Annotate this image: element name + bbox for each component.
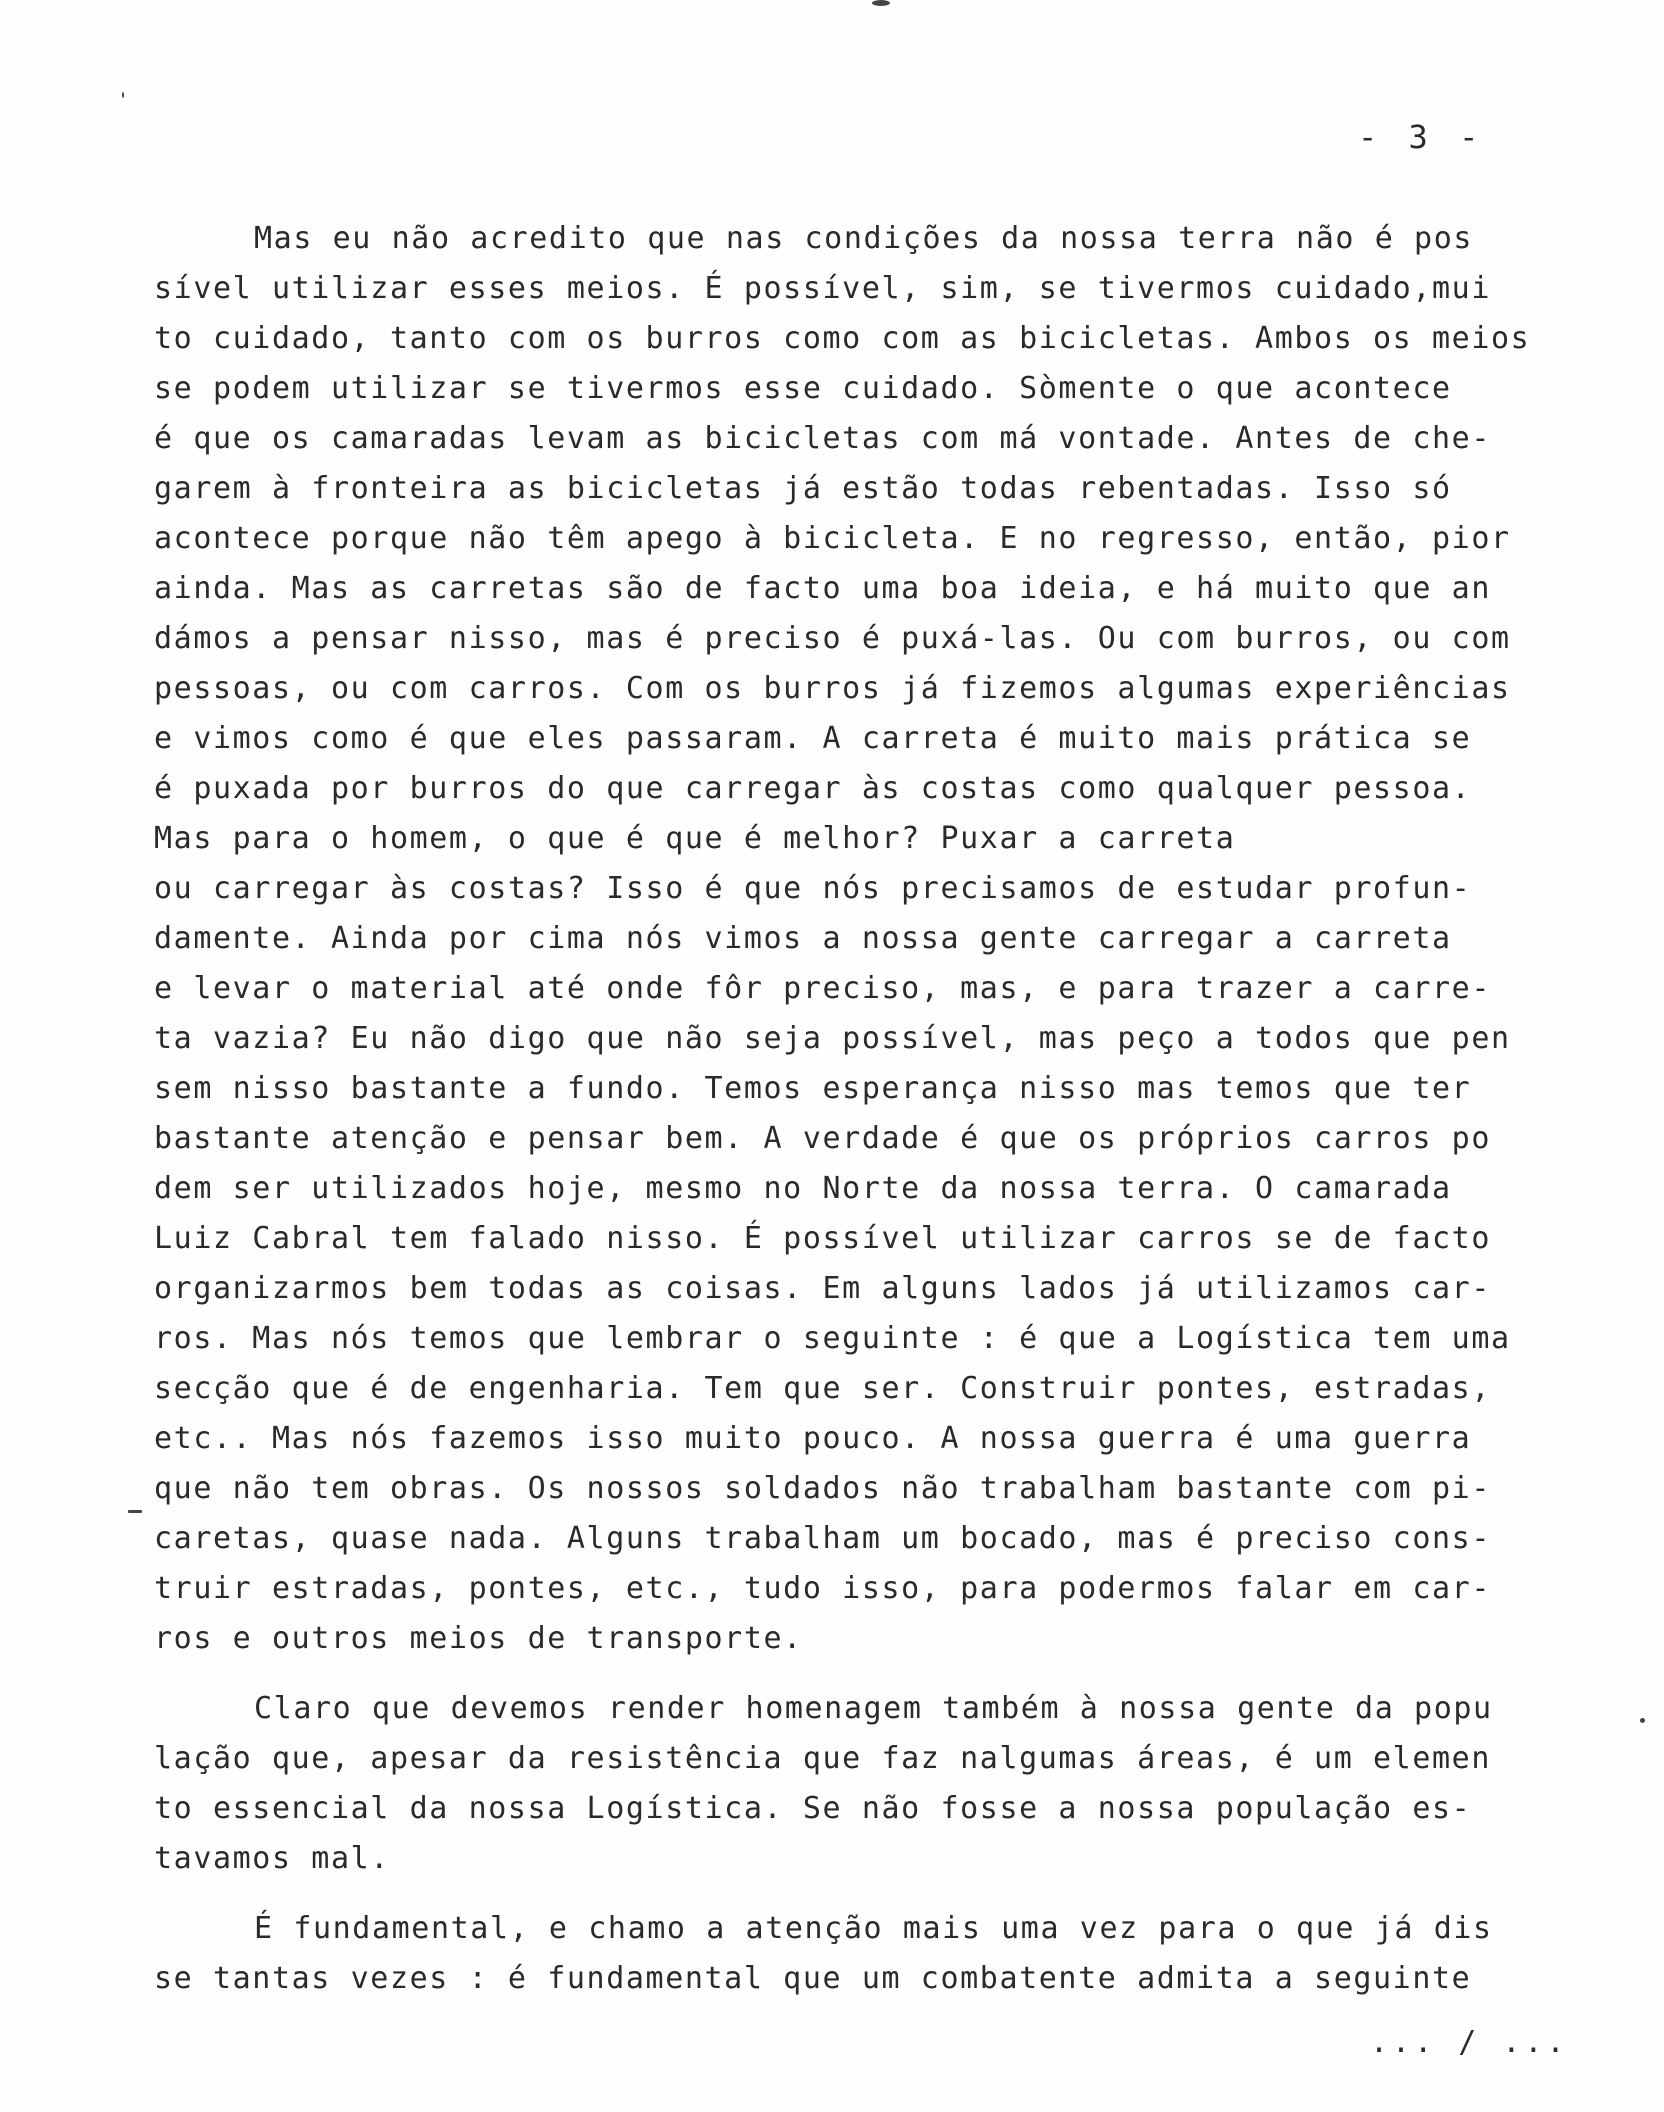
paragraph-2	[154, 1684, 1574, 1884]
text-line: sem nisso bastante a fundo. Temos esperança nisso mas temos que ter	[154, 1071, 1472, 1106]
page-number: - 3 -	[1358, 118, 1485, 156]
text-line: sível utilizar esses meios. É possível, sim, se tivermos cuidado,mui	[154, 271, 1491, 306]
text-line: É fundamental, e chamo a atenção mais uma vez para o que já dis	[254, 1911, 1493, 1946]
text-line: garem à fronteira as bicicletas já estão todas rebentadas. Isso só	[154, 471, 1452, 506]
text-line: etc.. Mas nós fazemos isso muito pouco. A nossa guerra é uma guerra	[154, 1421, 1472, 1456]
text-line: lação que, apesar da resistência que faz nalgumas áreas, é um elemen	[154, 1741, 1491, 1776]
text-line: ros e outros meios de transporte.	[154, 1621, 803, 1656]
text-line: se tantas vezes : é fundamental que um combatente admita a seguinte	[154, 1961, 1472, 1996]
text-line: e vimos como é que eles passaram. A carreta é muito mais prática se	[154, 721, 1472, 756]
paragraph-spacer	[154, 1664, 1574, 1684]
text-line: ta vazia? Eu não digo que não seja possível, mas peço a todos que pen	[154, 1021, 1511, 1056]
text-line: caretas, quase nada. Alguns trabalham um bocado, mas é preciso cons-	[154, 1521, 1491, 1556]
scan-speck	[1640, 1718, 1645, 1723]
text-line: tavamos mal.	[154, 1841, 390, 1876]
text-line: dámos a pensar nisso, mas é preciso é puxá-las. Ou com burros, ou com	[154, 621, 1511, 656]
text-line: Mas para o homem, o que é que é melhor? Puxar a carreta	[154, 821, 1236, 856]
text-line: ou carregar às costas? Isso é que nós precisamos de estudar profun-	[154, 871, 1472, 906]
text-line: e levar o material até onde fôr preciso, mas, e para trazer a carre-	[154, 971, 1491, 1006]
text-line: que não tem obras. Os nossos soldados não trabalham bastante com pi-	[154, 1471, 1491, 1506]
text-line: organizarmos bem todas as coisas. Em alguns lados já utilizamos car-	[154, 1271, 1491, 1306]
text-line: ros. Mas nós temos que lembrar o seguinte : é que a Logística tem uma	[154, 1321, 1511, 1356]
paragraph-3	[154, 1904, 1574, 2004]
text-line: to cuidado, tanto com os burros como com as bicicletas. Ambos os meios	[154, 321, 1531, 356]
text-line: é que os camaradas levam as bicicletas com má vontade. Antes de che-	[154, 421, 1491, 456]
text-line: Claro que devemos render homenagem também à nossa gente da popu	[254, 1691, 1493, 1726]
scan-speck	[122, 92, 124, 98]
paragraph-spacer	[154, 1884, 1574, 1904]
continuation-marker: ... / ...	[1370, 2025, 1569, 2060]
scan-speck	[872, 0, 890, 6]
text-line: secção que é de engenharia. Tem que ser. Construir pontes, estradas,	[154, 1371, 1491, 1406]
text-line: se podem utilizar se tivermos esse cuidado. Sòmente o que acontece	[154, 371, 1452, 406]
text-line: dem ser utilizados hoje, mesmo no Norte da nossa terra. O camarada	[154, 1171, 1452, 1206]
text-line: damente. Ainda por cima nós vimos a nossa gente carregar a carreta	[154, 921, 1452, 956]
text-line: pessoas, ou com carros. Com os burros já fizemos algumas experiências	[154, 671, 1511, 706]
text-line: ainda. Mas as carretas são de facto uma boa ideia, e há muito que an	[154, 571, 1491, 606]
paragraph-1	[154, 214, 1574, 1664]
text-line: é puxada por burros do que carregar às costas como qualquer pessoa.	[154, 771, 1472, 806]
text-line: Mas eu não acredito que nas condições da nossa terra não é pos	[254, 221, 1474, 256]
text-line: bastante atenção e pensar bem. A verdade é que os próprios carros po	[154, 1121, 1491, 1156]
text-line: Luiz Cabral tem falado nisso. É possível utilizar carros se de facto	[154, 1221, 1491, 1256]
text-line: truir estradas, pontes, etc., tudo isso, para podermos falar em car-	[154, 1571, 1491, 1606]
text-line: to essencial da nossa Logística. Se não fosse a nossa população es-	[154, 1791, 1472, 1826]
document-body	[154, 214, 1574, 2004]
scan-speck	[128, 1510, 142, 1513]
text-line: acontece porque não têm apego à bicicleta. E no regresso, então, pior	[154, 521, 1511, 556]
